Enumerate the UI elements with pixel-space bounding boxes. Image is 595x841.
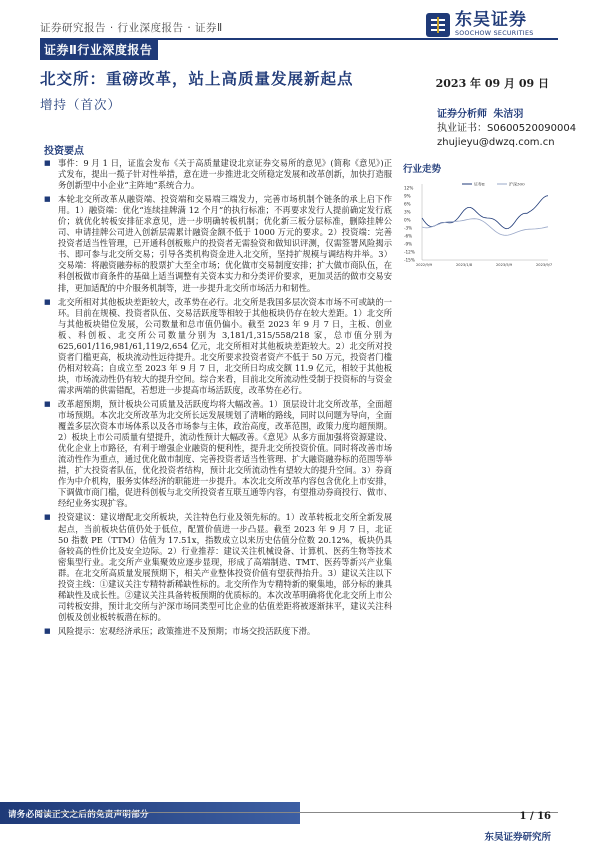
logo-icon [425,12,451,38]
report-date: 2023 年 09 月 09 日 [435,77,549,90]
y-tick-label: -6% [404,233,413,239]
y-tick-label: 3% [404,209,411,215]
analyst-block [437,108,576,150]
x-tick-label: 2023/9/7 [536,263,552,267]
y-tick-label: -12% [404,249,415,255]
rating: 增持（首次） [40,97,122,112]
x-tick-label: 2023/1/8 [456,263,473,267]
y-tick-label: -9% [404,241,413,247]
x-tick-label: 2022/9/9 [416,263,433,267]
analyst-license: 执业证书：S0600520090004 [437,123,577,134]
y-tick-label: 12% [404,185,414,191]
report-title: 北交所：重磅改革，站上高质量发展新起点 [40,69,354,88]
y-tick-label: 0% [404,217,411,223]
analyst-email[interactable]: zhujieyu@dwzq.com.cn [437,137,555,148]
company-logo [425,12,534,38]
trend-chart [402,178,552,268]
analyst-role: 证券分析师 [437,109,487,120]
footer-rule [40,812,558,813]
chart-title: 行业走势 [403,164,442,175]
footer-company: 东吴证券研究所 [484,832,551,841]
paragraph-risk: ■ 风险提示：宏观经济承压；政策推进不及预期；市场交投活跃度下滑。 [44,626,392,637]
y-tick-label: -3% [404,225,413,231]
paragraph-advice: ■ 投资建议：建议增配北交所板块，关注特色行业及领先标的。1）改革转板北交所全新发展起点，当前板块估值仍处于低位，配置价值进一步凸显。截至 2023 年 9 月 7 日，北证 50 指数 PE（TTM）估值为 17.51x，指数成立以来历史估值分位数 20.12%，板块仍具备较高的性价比及安全边际。2）行业推荐：建议关注机械设备、计算机、医药生物等技术密集型行业。北交所产业集聚效应逐步显现，形成了高端制造、TMT、医药等新兴产业集群。在北交所高质量发展预期下，相关产业整体投资价值有望获得抬升。3）建议关注以下投资主线：①建议关注专精特新稀缺性标的。北交所作为专精特新的聚集地，部分标的兼具稀缺性及成长性。②建议关注具备转板预期的优质标的。本次改革明确将优化北交所上市公司转板安排，预计北交所与沪深市场同类型可比企业的估值差距将被逐渐抹平，建议关注科创板及创业板转板潜在标的。 [44,512,392,622]
top-bar [0,0,595,38]
legend-label-securities: 证券Ⅱ [474,181,485,187]
paragraph-reform: ■ 本轮北交所改革从融资端、投资端和交易端三端发力，完善市场机制个链条的承上启下作用。1）融资端：优化“连续挂牌满 12 个月”的执行标准；不再要求发行人提前确定发行底价；就优化转板安排征求意见，进一步明确转板机制；优化新三板分层标准，删除挂牌公司、申请挂牌公司进入创新层需累计融资金额不低于 1000 万元的要求。2）投资端：完善投资者适当性管理，已开通科创板账户的投资者无需验资和做知识评测，仅需签署风险揭示书、即可参与北交所交易；引导各类机构资金进入北交所，坚持扩规模与调结构并举。3）交易端：将融资融券标的股票扩大至全市场；优化做市交易制度安排；扩大做市商队伍，在科创板做市商条件的基础上适当调整有关资本实力和分类评价要求，更加灵活的做市交易安排，更加适配的中介服务机制等，进一步提升北交所市场活力和韧性。 [44,194,392,293]
logo-text-cn: 东吴证券 [455,10,527,31]
analyst-name: 朱洁羽 [493,109,524,120]
page-number: 1 / 16 [519,811,551,822]
logo-text-en: SOOCHOW SECURITIES [455,30,534,38]
breadcrumb: 证券研究报告 · 行业深度报告 · 证券Ⅱ [40,22,223,34]
body-text [44,158,392,640]
y-tick-label: 6% [404,201,411,207]
y-tick-label: 9% [404,193,411,199]
paragraph-outlook: ■ 改革超预期，预计板块公司质量及活跃度均将大幅改善。1）顶层设计北交所改革，全面超市场预期。本次北交所改革为北交所长远发展规划了清晰的路线，同时以问题为导向，全面覆盖多层次资本市场体系以及各市场参与主体，政治高度，改革范围，政策力度均超预期。2）板块上市公司质量有望提升，流动性预计大幅改善。《意见》从多方面加强将资源建设、优化企业上市路径，有利于增强企业融资的便利性，提升北交所投资价值。同时将改善市场流动性作为重点，通过优化做市制度、完善投资者适当性管理、扩大融资融券标的范围等举措，扩大投资者队伍，优化投资者结构，预计北交所流动性有望较大的提升空间。3）券商作为中介机构，服务实体经济的职能进一步提升。本次北交所改革内容包含优化上市安排，下调做市商门槛，促进科创板与北交所投资者互联互通等内容，有望推动券商投行、做市、经纪业务实现扩容。 [44,399,392,509]
legend-label-csi300: 沪深300 [509,181,525,187]
y-tick-label: -15% [404,257,415,263]
paragraph-event: ■ 事件：9 月 1 日，证监会发布《关于高质量建设北京证券交易所的意见》(简称《意见》)正式发布，提出一揽子针对性举措，意在进一步推进北交所稳定发展和改革创新，加快打造服务创新型中小企业“主阵地”系统合力。 [44,158,392,191]
paragraph-gap: ■ 北交所相对其他板块差距较大，改革势在必行。北交所是我国多层次资本市场不可或缺的一环。目前在规模、投资者队伍、交易活跃度等相较于其他板块仍存在较大差距。1）北交所与其他板块错位发展，公司数量和总市值仍偏小。截至 2023 年 9 月 7 日，主板、创业板、科创板、北交所公司数量分别为 3,181/1,315/558/218 家，总市值分别为 625,601/116,981/61,119/2,654 亿元，北交所相对其他板块差距较大。2）北交所对投资者门槛更高，板块流动性远待提升。北交所要求投资者资产不低于 50 万元，投资者门槛仍相对较高；自成立至 2023 年 9 月 7 日，北交所日均成交额 11.9 亿元，相较于其他板块，市场流动性仍有较大的提升空间。综合来看，目前北交所流动性受制于投资标的与资金需求两端的供需错配，若想进一步提高市场活跃度，改革势在必行。 [44,297,392,396]
series-line-csi300 [422,219,548,236]
report-type-banner: 证券Ⅱ行业深度报告 [40,40,158,60]
x-tick-label: 2023/5/9 [496,263,513,267]
disclaimer: 请务必阅读正文之后的免责声明部分 [8,810,149,820]
section-label: 投资要点 [44,146,84,157]
